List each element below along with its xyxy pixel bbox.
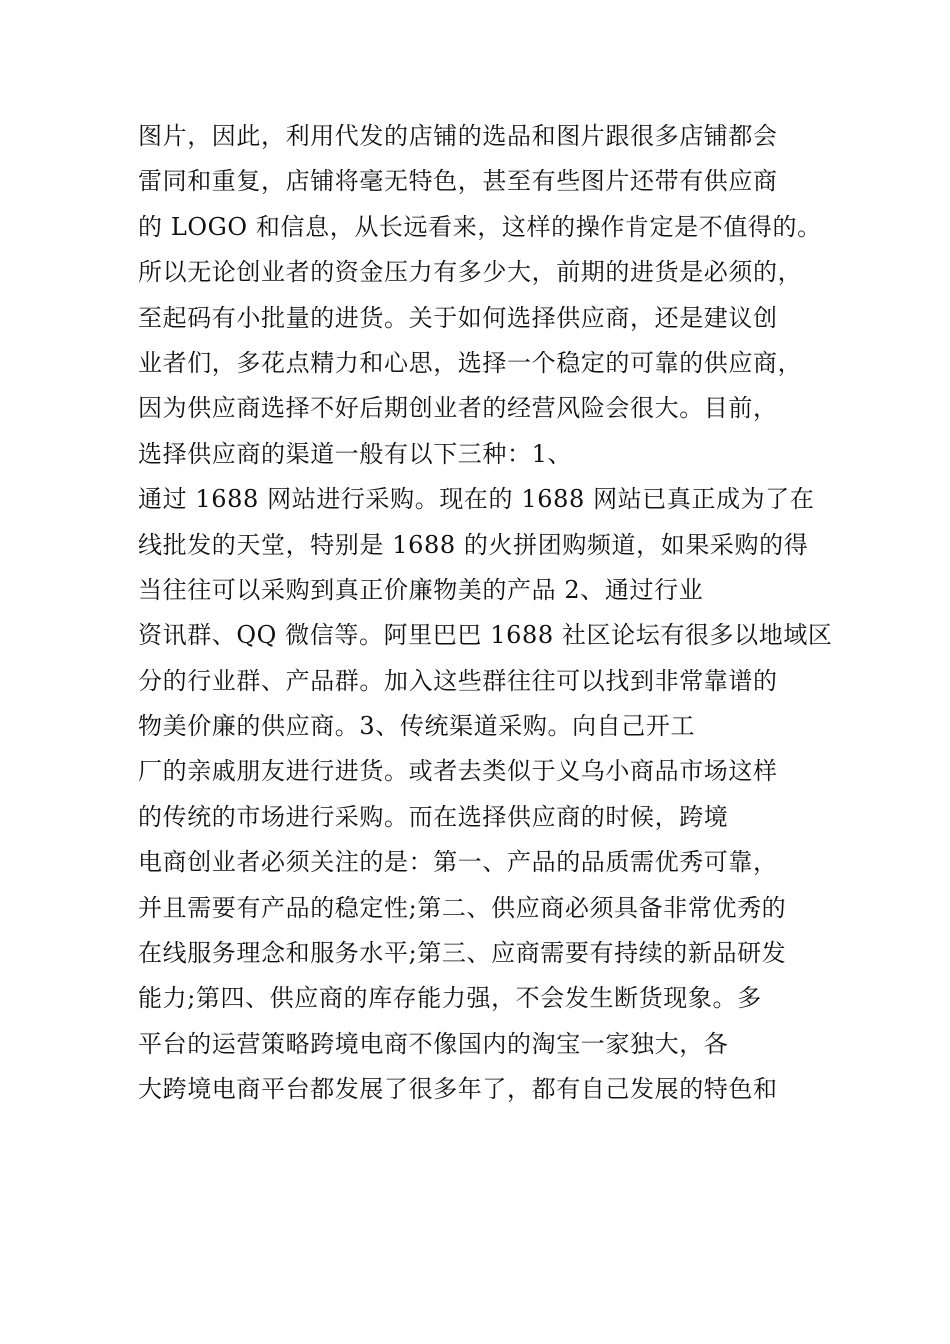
- text-line: 业者们，多花点精力和心思，选择一个稳定的可靠的供应商，: [138, 348, 803, 377]
- text-line: 雷同和重复，店铺将毫无特色，甚至有些图片还带有供应商: [138, 167, 778, 196]
- text-line: 线批发的天堂，特别是 1688 的火拼团购频道，如果采购的得: [138, 530, 809, 559]
- text-line: 并且需要有产品的稳定性;第二、供应商必须具备非常优秀的: [138, 893, 787, 922]
- text-line: 当往往可以采购到真正价廉物美的产品 2、通过行业: [138, 575, 704, 604]
- text-line: 平台的运营策略跨境电商不像国内的淘宝一家独大，各: [138, 1029, 729, 1058]
- text-line: 大跨境电商平台都发展了很多年了，都有自己发展的特色和: [138, 1075, 778, 1104]
- text-line: 所以无论创业者的资金压力有多少大，前期的进货是必须的，: [138, 258, 803, 287]
- text-line: 通过 1688 网站进行采购。现在的 1688 网站已真正成为了在: [138, 485, 815, 514]
- text-line: 在线服务理念和服务水平;第三、应商需要有持续的新品研发: [138, 939, 787, 968]
- text-line: 厂的亲戚朋友进行进货。或者去类似于义乌小商品市场这样: [138, 757, 778, 786]
- text-line: 分的行业群、产品群。加入这些群往往可以找到非常靠谱的: [138, 666, 778, 695]
- text-line: 电商创业者必须关注的是：第一、产品的品质需优秀可靠，: [138, 848, 778, 877]
- body-text: [138, 114, 833, 1113]
- text-line: 的 LOGO 和信息，从长远看来，这样的操作肯定是不值得的。: [138, 212, 822, 241]
- text-line: 的传统的市场进行采购。而在选择供应商的时候，跨境: [138, 802, 729, 831]
- text-line: 资讯群、QQ 微信等。阿里巴巴 1688 社区论坛有很多以地域区: [138, 621, 833, 650]
- text-line: 因为供应商选择不好后期创业者的经营风险会很大。目前，: [138, 394, 778, 423]
- text-line: 图片，因此，利用代发的店铺的选品和图片跟很多店铺都会: [138, 122, 778, 150]
- text-line: 能力;第四、供应商的库存能力强，不会发生断货现象。多: [138, 984, 762, 1013]
- text-line: 至起码有小批量的进货。关于如何选择供应商，还是建议创: [138, 303, 778, 332]
- text-line: 物美价廉的供应商。3、传统渠道采购。向自己开工: [138, 712, 696, 741]
- text-line: 选择供应商的渠道一般有以下三种：1、: [138, 439, 573, 468]
